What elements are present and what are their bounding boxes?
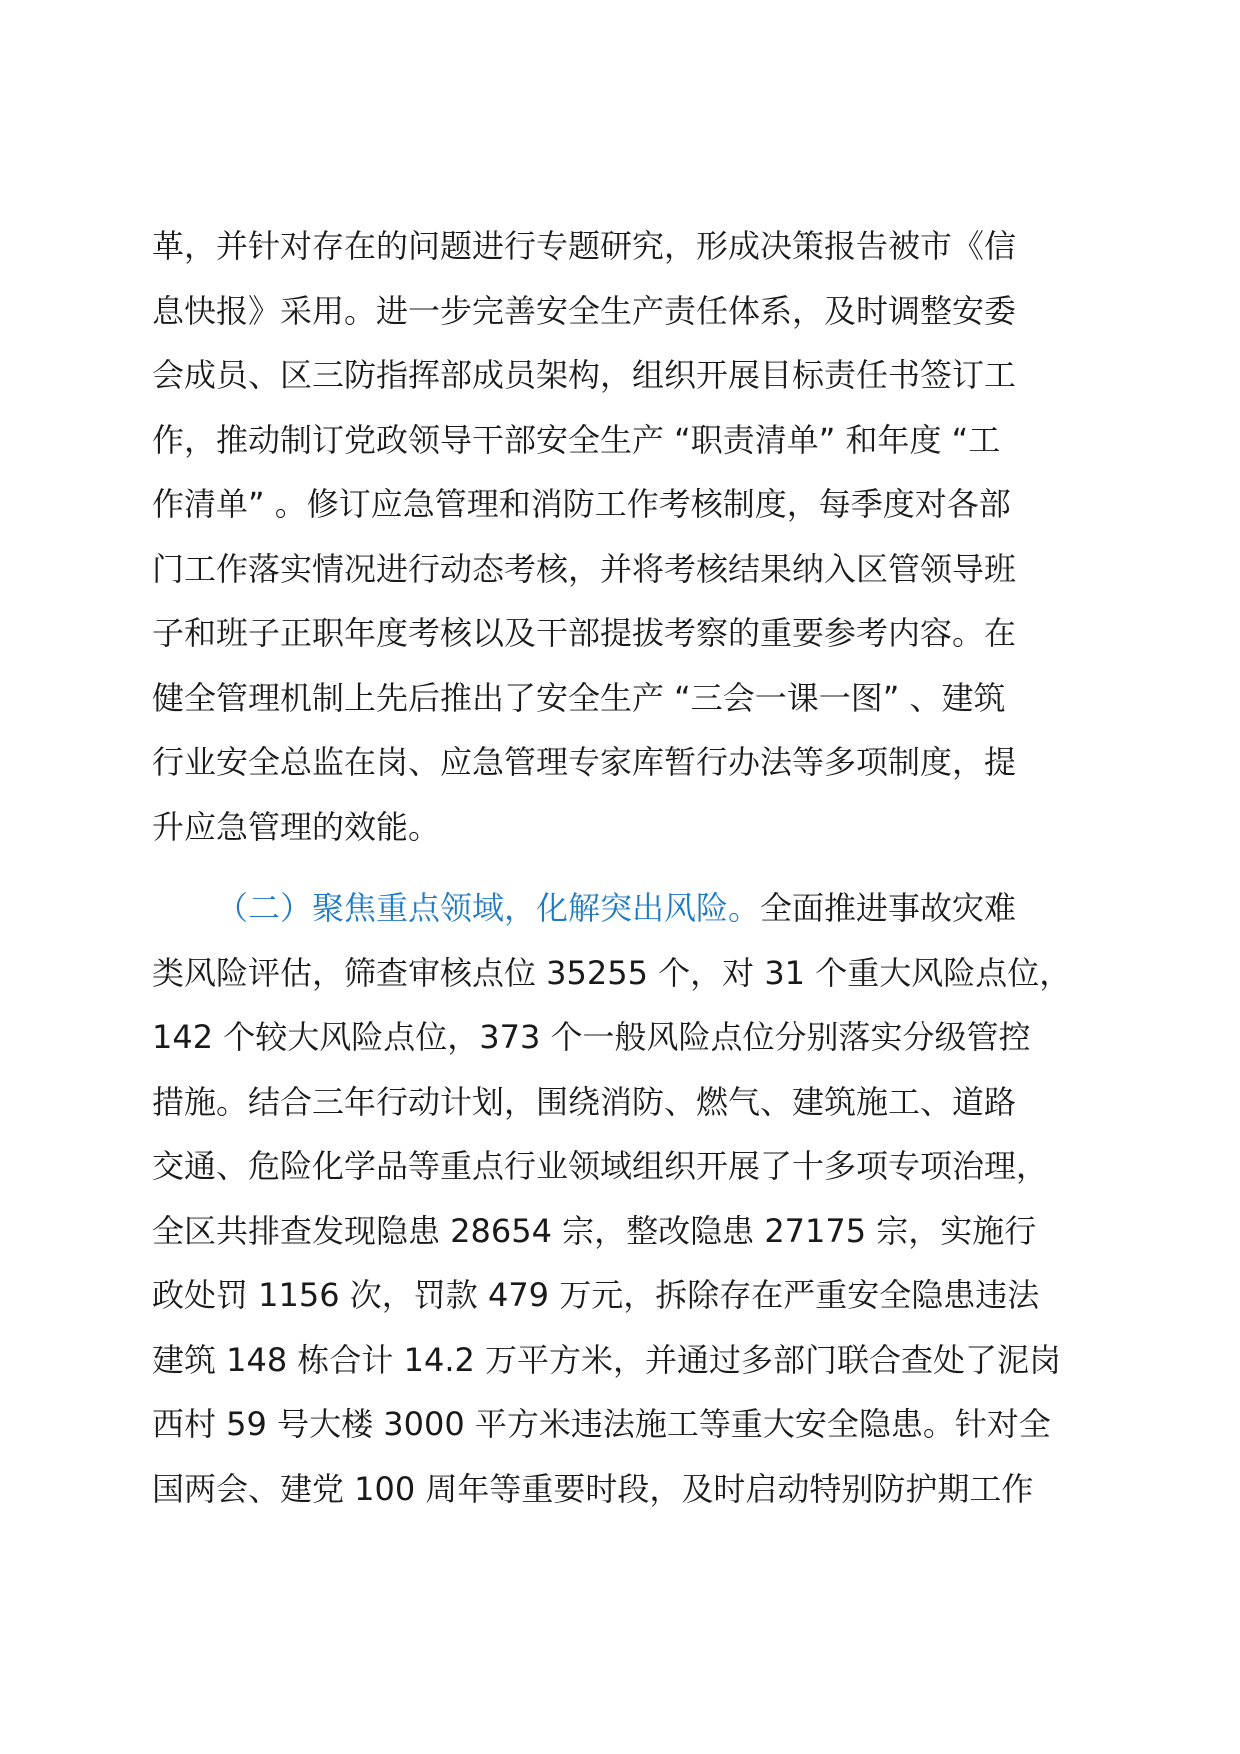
section-heading: （二）聚焦重点领域，化解突出风险。 [216, 889, 761, 927]
text-line: 建筑 148 栋合计 14.2 万平方米，并通过多部门联合查处了泥岗 [152, 1340, 1062, 1379]
text-line: 行业安全总监在岗、应急管理专家库暂行办法等多项制度，提 [152, 743, 1017, 781]
text-line: 作清单” 。修订应急管理和消防工作考核制度，每季度对各部 [152, 485, 1011, 523]
paragraph-risk-control [152, 876, 1092, 1521]
text-line: 交通、危险化学品等重点行业领域组织开展了十多项专项治理， [152, 1147, 1049, 1185]
text-line: 国两会、建党 100 周年等重要时段，及时启动特别防护期工作 [152, 1469, 1034, 1508]
text-line: 革，并针对存在的问题进行专题研究，形成决策报告被市《信 [152, 227, 1017, 265]
paragraph-spacer [152, 859, 1092, 876]
document-body [152, 214, 1092, 1521]
text-line: 142 个较大风险点位，373 个一般风险点位分别落实分级管控 [152, 1018, 1031, 1056]
text-line: 措施。结合三年行动计划，围绕消防、燃气、建筑施工、道路 [152, 1082, 1017, 1121]
text-line: 息快报》采用。进一步完善安全生产责任体系，及时调整安委 [152, 291, 1017, 330]
text-line [152, 876, 1092, 941]
text-line: 政处罚 1156 次，罚款 479 万元，拆除存在严重安全隐患违法 [152, 1276, 1040, 1314]
text-line: 全区共排查发现隐患 28654 宗，整改隐患 27175 宗，实施行 [152, 1211, 1037, 1250]
text-run: 全面推进事故灾难 [760, 889, 1017, 927]
text-line: 健全管理机制上先后推出了安全生产 “三会一课一图” 、建筑 [152, 678, 1006, 717]
paragraph-responsibility-system [152, 214, 1092, 859]
text-line: 作，推动制订党政领导干部安全生产 “职责清单” 和年度 “工 [152, 420, 1001, 459]
text-line: 门工作落实情况进行动态考核，并将考核结果纳入区管领导班 [152, 549, 1017, 588]
text-line: 子和班子正职年度考核以及干部提拔考察的重要参考内容。在 [152, 614, 1017, 652]
text-line: 类风险评估，筛查审核点位 35255 个，对 31 个重大风险点位， [152, 953, 1072, 992]
text-line: 会成员、区三防指挥部成员架构，组织开展目标责任书签订工 [152, 356, 1017, 394]
text-line: 西村 59 号大楼 3000 平方米违法施工等重大安全隐患。针对全 [152, 1405, 1051, 1443]
text-line: 升应急管理的效能。 [152, 807, 441, 846]
